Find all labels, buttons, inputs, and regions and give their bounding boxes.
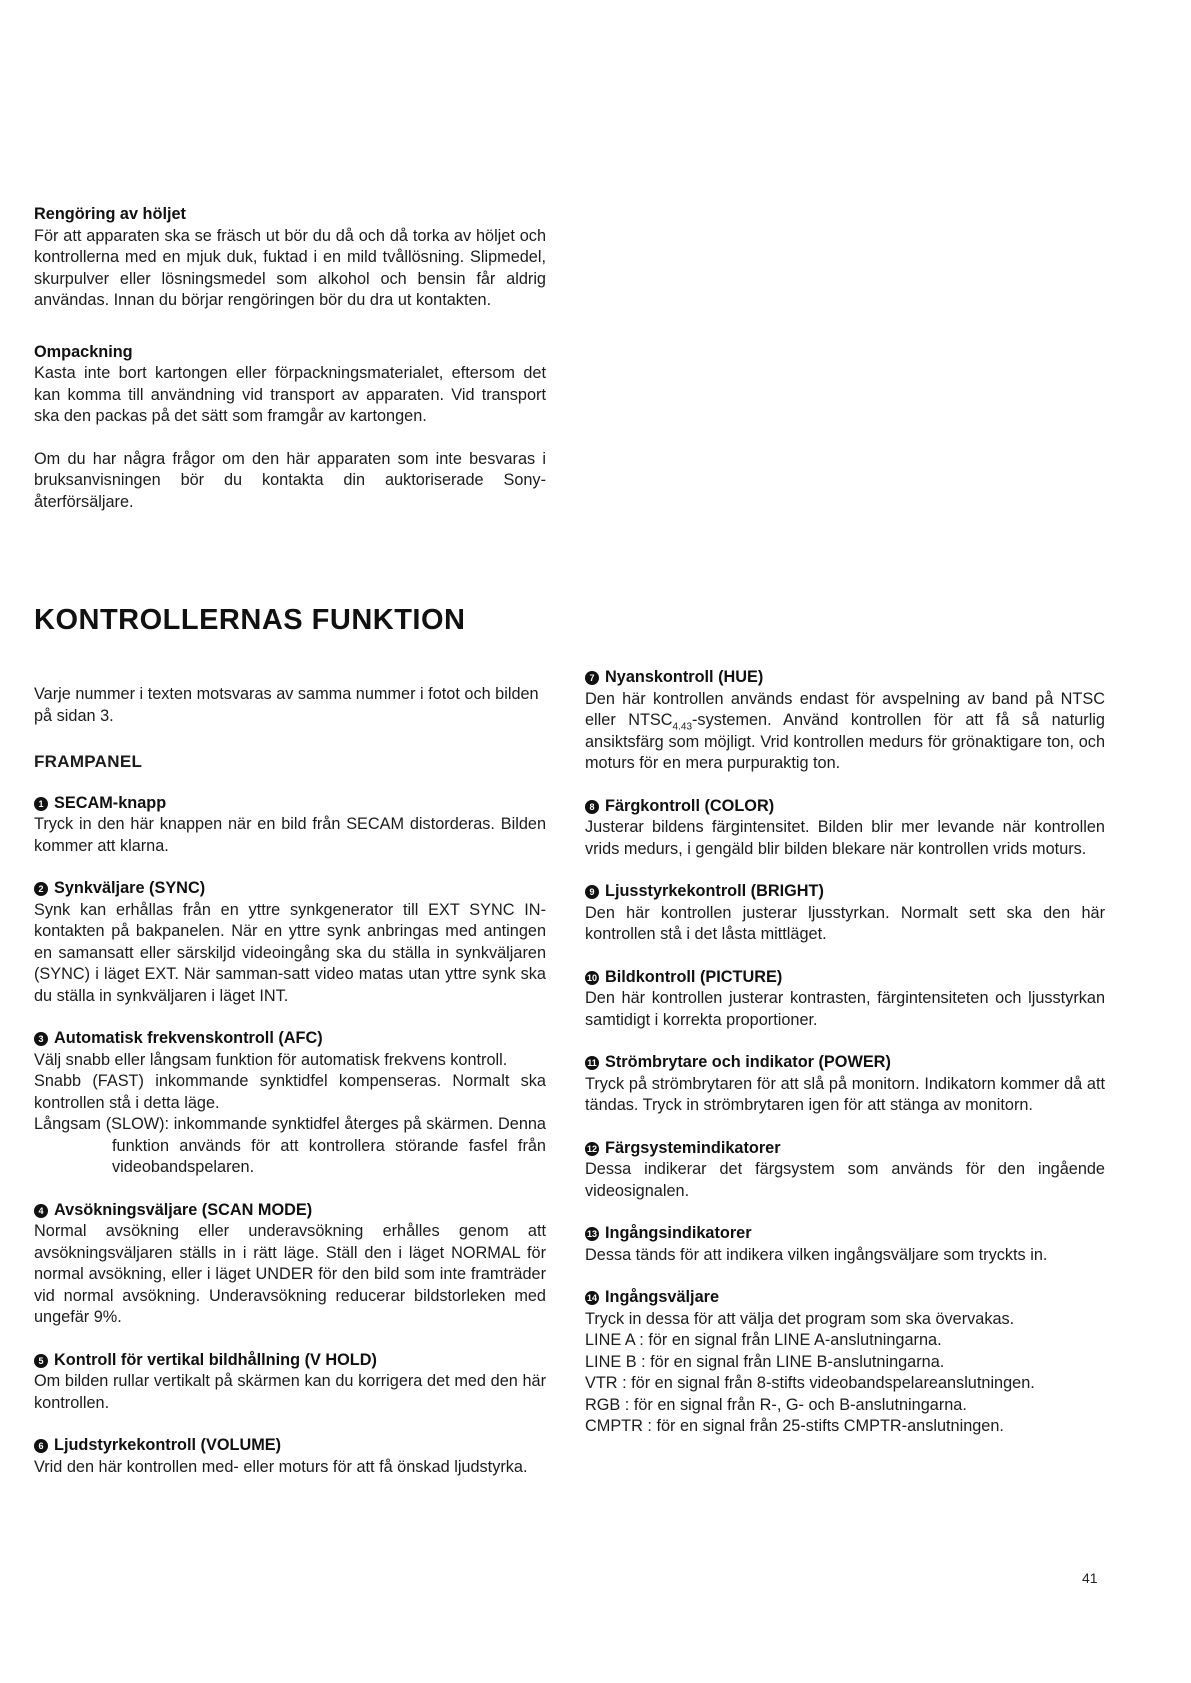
item-heading: Ingångsväljare [605,1288,720,1306]
item-text: Normal avsökning eller underavsökning erhålles genom att avsökningsväljaren ställs in i rätt läge. Ställ den i läget NORMAL för normal avsökning, eller i läget UNDER för den bild som inte framträder vid normal avsökning. Underavsökning reducerar bildstorleken med ungefär 9%. [34,1222,546,1326]
top-column [34,204,546,513]
definition-line: RGB : för en signal från R-, G- och B-anslutningarna. [585,1395,967,1414]
item-text: Snabb (FAST) inkommande synktidfel kompenseras. Normalt ska kontrollen stå i detta läge. [34,1072,546,1112]
number-badge: 9 [585,885,599,899]
section-repacking [34,342,546,428]
item-text: Synk kan erhållas från en yttre synkgenerator till EXT SYNC IN-kontakten på bakpanelen. När en yttre synk anbringas med antingen en samansatt eller särskiljd videoingång ska du ställa in synkväljaren (SYNC) i läget EXT. När samman-satt video matas utan yttre synk ska du ställa in synkväljaren i läget INT. [34,900,546,1005]
item-text: Dessa indikerar det färgsystem som används för den ingående videosignalen. [585,1160,1105,1200]
control-item-10 [585,967,1105,1032]
number-badge: 13 [586,1229,597,1239]
number-badge: 2 [34,882,48,896]
number-badge: 6 [34,1439,48,1453]
item-text: Den här kontrollen används endast för avspelning av band på NTSC eller $NTSC_{4.43}$-systemen. Använd kontrollen för att få så naturlig ansiktsfärg som möjligt. Vrid kontrollen medurs för grönaktigare ton, och moturs för en mera purpuraktig ton. [585,689,1105,772]
item-hanging-text: Långsam (SLOW): inkommande synktidfel återges på skärmen. Denna funktion används för att kontrollera störande fasfel från videobandspelaren. [34,1115,546,1176]
section-text: För att apparaten ska se fräsch ut bör du då och då torka av höljet och kontrollerna med en mjuk duk, fuktad i en mild tvållösning. Slipmedel, skurpulver eller lösningsmedel som alkohol och bensin får aldrig användas. Innan du börjar rengöringen bör du dra ut kontakten. [34,226,546,309]
item-text: Dessa tänds för att indikera vilken ingångsväljare som tryckts in. [585,1245,1048,1264]
control-item-11 [585,1052,1105,1117]
subheading-frampanel: FRAMPANEL [34,752,143,771]
control-item-14 [585,1287,1105,1438]
control-item-13 [585,1223,1105,1266]
control-item-7 [585,667,1105,775]
item-heading: Färgkontroll (COLOR) [605,796,775,815]
item-text: Tryck in den här knappen när en bild från SECAM distorderas. Bilden kommer att klarna. [34,815,546,855]
item-text: Vrid den här kontrollen med- eller moturs för att få önskad ljudstyrka. [34,1457,528,1476]
item-heading: Strömbrytare och indikator (POWER) [605,1053,891,1071]
item-text: Välj snabb eller långsam funktion för automatisk frekvens kontroll. [34,1050,508,1069]
item-heading: Nyanskontroll (HUE) [605,668,764,686]
number-badge: 10 [586,972,597,983]
section-cleaning [34,204,546,312]
number-badge: 8 [585,800,599,814]
item-heading: Ljusstyrkekontroll (BRIGHT) [605,882,824,900]
section-heading: Ompackning [34,342,133,361]
number-badge: 7 [585,671,599,685]
definition-line: VTR : för en signal från 8-stifts videobandspelareanslutningen. [585,1374,1035,1392]
item-heading: Kontroll för vertikal bildhållning (V HOLD) [54,1350,377,1369]
item-text: Den här kontrollen justerar kontrasten, färgintensiteten och ljusstyrkan samtidigt i korrekta proportioner. [585,989,1105,1029]
item-heading: Avsökningsväljare (SCAN MODE) [54,1200,313,1219]
control-item-5 [34,1350,546,1415]
page-title: KONTROLLERNAS FUNKTION [34,604,466,636]
closing-paragraph: Om du har några frågor om den här apparaten som inte besvaras i bruksanvisningen bör du kontakta din auktoriserade Sony-återförsäljare. [34,449,546,511]
item-text: Den här kontrollen justerar ljusstyrkan. Normalt sett ska den här kontrollen stå i det låsta mittläget. [585,903,1105,943]
item-text: Justerar bildens färgintensitet. Bilden blir mer levande när kontrollen vrids medurs, i gengäld blir bilden blekare när kontrollen vrids moturs. [585,818,1105,858]
section-text: Kasta inte bort kartongen eller förpackningsmaterialet, eftersom det kan komma till användning vid transport av apparaten. Vid transport ska den packas på det sätt som framgår av kartongen. [34,364,546,425]
item-heading: Färgsystemindikatorer [605,1138,781,1157]
item-text: Om bilden rullar vertikalt på skärmen kan du korrigera det med den här kontrollen. [34,1372,546,1412]
item-text: Tryck på strömbrytaren för att slå på monitorn. Indikatorn kommer då att tändas. Tryck in strömbrytaren igen för att stänga av monitorn. [585,1074,1105,1114]
number-badge: 12 [586,1143,597,1154]
control-item-4 [34,1200,546,1329]
page-number: 41 [1082,1570,1098,1586]
number-badge: 3 [34,1032,48,1046]
number-badge: 4 [34,1204,48,1218]
right-column [585,667,1105,1459]
definition-line: LINE A : för en signal från LINE A-anslutningarna. [585,1331,942,1349]
number-badge: 14 [586,1293,597,1303]
control-item-9 [585,881,1105,946]
number-badge: 1 [34,797,48,811]
number-badge: 5 [34,1354,48,1368]
section-heading: Rengöring av höljet [34,205,186,223]
item-heading: Ljudstyrkekontroll (VOLUME) [54,1436,282,1454]
left-column [34,684,546,1499]
control-item-6 [34,1435,546,1478]
control-item-8 [585,796,1105,861]
intro-text: Varje nummer i texten motsvaras av samma nummer i fotot och bilden på sidan 3. [34,685,539,725]
control-item-2 [34,878,546,1007]
item-heading: Ingångsindikatorer [605,1224,752,1242]
item-text: Tryck in dessa för att välja det program som ska övervakas. [585,1309,1015,1328]
item-heading: Synkväljare (SYNC) [54,879,206,897]
control-item-3 [34,1028,546,1179]
number-badge: 11 [585,1056,599,1070]
item-heading: Automatisk frekvenskontroll (AFC) [54,1029,323,1047]
definition-line: LINE B : för en signal från LINE B-anslutningarna. [585,1352,945,1371]
item-heading: Bildkontroll (PICTURE) [605,967,783,986]
definition-line: CMPTR : för en signal från 25-stifts CMPTR-anslutningen. [585,1417,1004,1435]
item-heading: SECAM-knapp [54,793,167,812]
control-item-12 [585,1138,1105,1203]
control-item-1 [34,793,546,858]
